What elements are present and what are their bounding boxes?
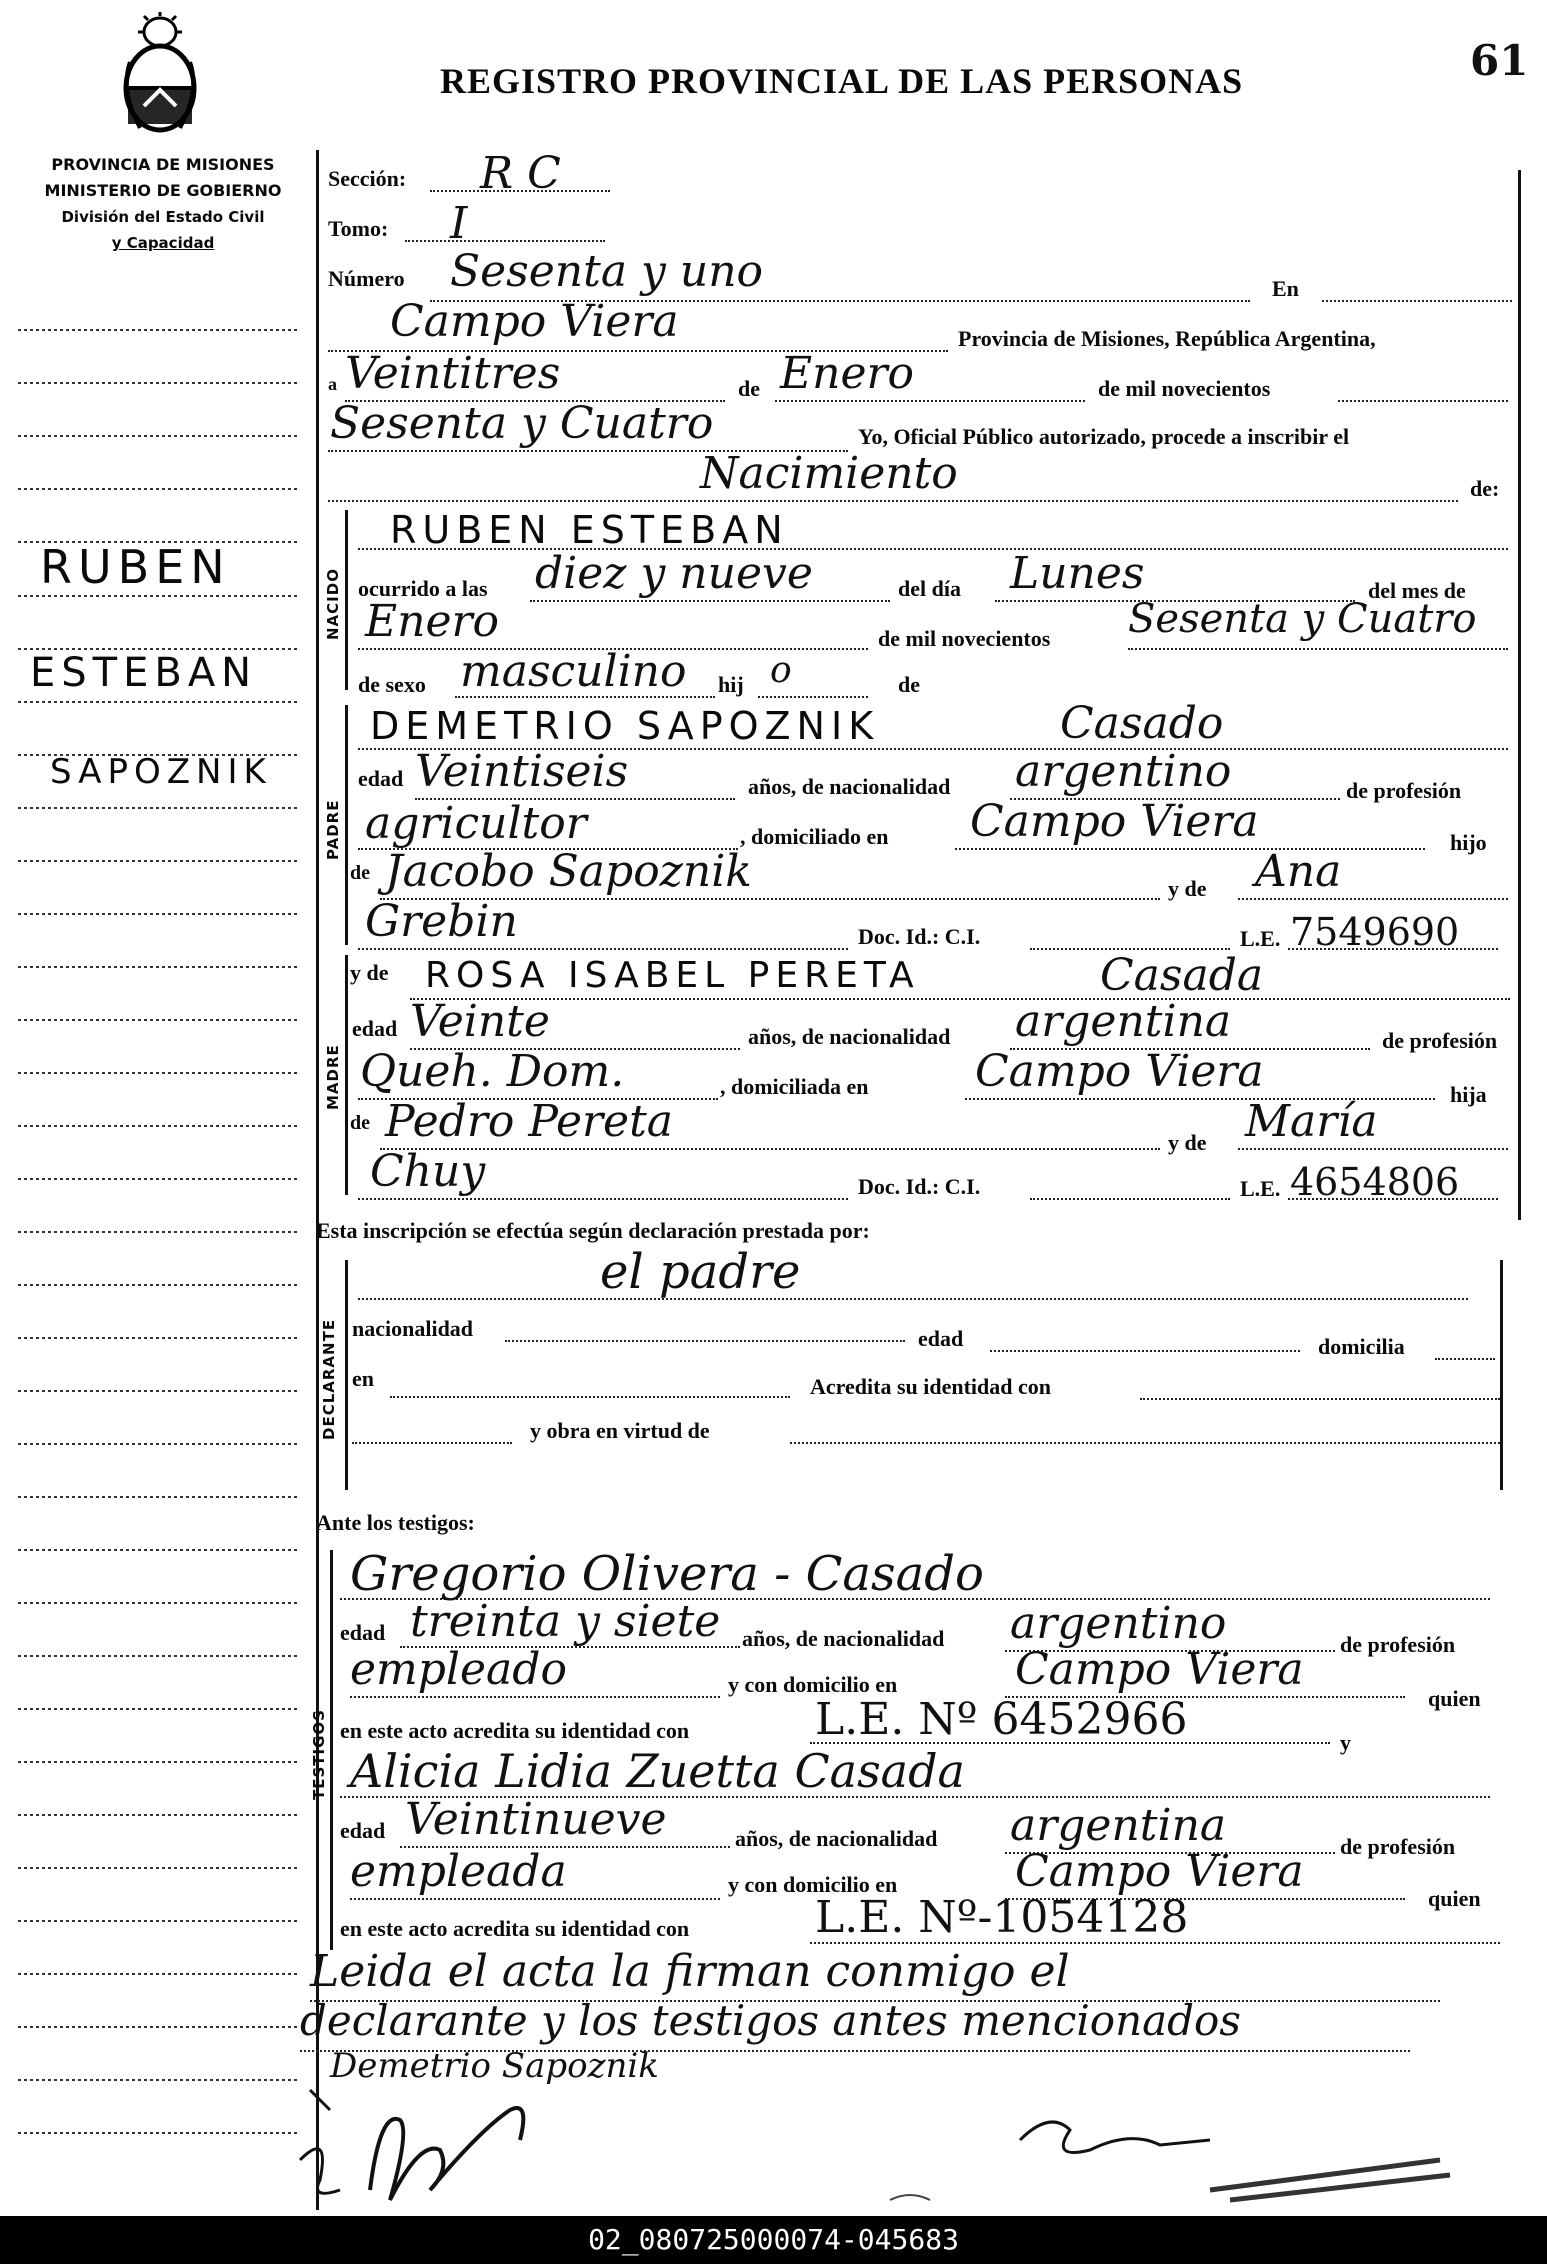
value-padre-dom: Campo Viera xyxy=(970,796,1259,847)
value-madre-nombre: ROSA ISABEL PERETA xyxy=(425,955,920,996)
value-t2-nac: argentina xyxy=(1010,1800,1227,1851)
value-madre-padre: Pedro Pereta xyxy=(385,1096,673,1147)
label-madre-edad: edad xyxy=(352,1016,398,1041)
label-padre-anos: años, de nacionalidad xyxy=(748,774,951,799)
value-t1-doc: L.E. Nº 6452966 xyxy=(815,1694,1188,1745)
label-de-mes: de xyxy=(738,376,760,401)
value-cierre2: declarante y los testigos antes mencionados xyxy=(300,1996,1241,2045)
value-padre-nombre: DEMETRIO SAPOZNIK xyxy=(370,704,880,748)
label-a: a xyxy=(328,374,337,394)
label-numero: Número xyxy=(328,266,405,291)
label-domiciliado: , domiciliado en xyxy=(740,824,889,849)
value-mes: Enero xyxy=(780,348,915,399)
line-decl-en xyxy=(390,1396,790,1398)
value-anio: Sesenta y Cuatro xyxy=(330,398,714,449)
label-de-padre: de xyxy=(898,672,920,697)
label-t1-domicilio: y con domicilio en xyxy=(728,1672,898,1697)
label-t1-profesion: de profesión xyxy=(1340,1632,1456,1657)
line-t1-prof xyxy=(350,1696,720,1698)
value-padre-edad: Veintiseis xyxy=(415,746,629,797)
value-acto: Nacimiento xyxy=(700,448,958,499)
label-padre-edad: edad xyxy=(358,766,404,791)
value-padre-madre1: Ana xyxy=(1255,846,1342,897)
line-tomo xyxy=(405,240,605,242)
value-dia-nac: Lunes xyxy=(1010,548,1145,599)
value-padre-nac: argentino xyxy=(1015,746,1232,797)
value-t2-doc: L.E. Nº-1054128 xyxy=(815,1892,1189,1943)
label-de-mil2: de mil novecientos xyxy=(878,626,1051,651)
section-label-madre: MADRE xyxy=(324,1044,342,1110)
label-acredita: Acredita su identidad con xyxy=(810,1374,1052,1399)
value-nombre: RUBEN ESTEBAN xyxy=(390,508,789,552)
line-madre-madre2 xyxy=(358,1198,848,1200)
label-madre-profesion: de profesión xyxy=(1382,1028,1498,1053)
document-id-footer: 02_080725000074-045683 xyxy=(0,2216,1547,2264)
label-t2-anos: años, de nacionalidad xyxy=(735,1826,938,1851)
line-madre-ci xyxy=(1030,1198,1230,1200)
value-t2-edad: Veintinueve xyxy=(405,1794,667,1845)
line-anio-nac xyxy=(1128,648,1508,650)
label-del-dia: del día xyxy=(898,576,961,601)
frame-right-lower xyxy=(1500,1260,1503,1490)
label-domiciliada: , domiciliada en xyxy=(720,1074,869,1099)
label-padre-profesion: de profesión xyxy=(1346,778,1462,803)
madre-bracket xyxy=(345,955,348,1195)
page-number: 61 xyxy=(1470,36,1529,85)
value-madre-dom: Campo Viera xyxy=(975,1046,1264,1097)
value-numero: Sesenta y uno xyxy=(450,246,764,297)
line-decl-nac xyxy=(505,1340,905,1342)
label-t1-en-este: en este acto acredita su identidad con xyxy=(340,1718,690,1743)
label-le-padre: L.E. xyxy=(1240,926,1281,951)
label-hija: hija xyxy=(1450,1082,1487,1107)
value-madre-edad: Veinte xyxy=(410,996,550,1047)
label-sexo: de sexo xyxy=(358,672,426,697)
line-padre-madre1 xyxy=(1238,898,1508,900)
label-t2-en-este: en este acto acredita su identidad con xyxy=(340,1916,690,1941)
line-padre-madre2 xyxy=(358,948,848,950)
label-seccion: Sección: xyxy=(328,166,407,191)
label-obra: y obra en virtud de xyxy=(530,1418,710,1443)
line-acto xyxy=(328,500,1458,502)
value-madre-nac: argentina xyxy=(1015,996,1232,1047)
label-t1-edad: edad xyxy=(340,1620,386,1645)
signature-scribbles xyxy=(290,2050,1470,2216)
label-del-mes: del mes de xyxy=(1368,578,1466,603)
label-tomo: Tomo: xyxy=(328,216,389,241)
line-madre-madre1 xyxy=(1238,1148,1508,1150)
document-title: REGISTRO PROVINCIAL DE LAS PERSONAS xyxy=(440,61,1244,101)
section-label-nacido: NACIDO xyxy=(324,568,342,640)
label-ante-testigos: Ante los testigos: xyxy=(316,1510,475,1535)
value-seccion: R C xyxy=(480,148,561,199)
line-mes xyxy=(775,400,1085,402)
value-padre-madre2: Grebin xyxy=(365,896,518,947)
value-testigo1: Gregorio Olivera - Casado xyxy=(350,1546,984,1602)
label-decl-domicilia: domicilia xyxy=(1318,1334,1405,1359)
testigos-bracket xyxy=(330,1550,333,1950)
label-t2-edad: edad xyxy=(340,1818,386,1843)
label-y-de-abuela-m: y de xyxy=(1168,1130,1207,1155)
signature-declarante: Demetrio Sapoznik xyxy=(330,2046,659,2086)
label-de-abuelo-m: de xyxy=(350,1112,370,1134)
label-decl-nacionalidad: nacionalidad xyxy=(352,1316,474,1341)
value-t1-nac: argentino xyxy=(1010,1598,1227,1649)
declarante-bracket xyxy=(345,1260,348,1490)
label-t2-quien: quien xyxy=(1428,1886,1481,1911)
value-sexo: masculino xyxy=(460,646,687,697)
value-anio-nac: Sesenta y Cuatro xyxy=(1128,596,1477,642)
line-madre-padre xyxy=(380,1148,1160,1150)
value-t1-dom: Campo Viera xyxy=(1015,1644,1304,1695)
section-label-padre: PADRE xyxy=(324,799,342,860)
label-de-colon: de: xyxy=(1470,476,1500,501)
label-madre-anos: años, de nacionalidad xyxy=(748,1024,951,1049)
value-madre-madre1: María xyxy=(1245,1096,1378,1147)
office-line: y Capacidad xyxy=(111,234,215,252)
value-cierre1: Leida el acta la firman conmigo el xyxy=(310,1946,1070,1997)
label-t1-quien: quien xyxy=(1428,1686,1481,1711)
padre-bracket xyxy=(345,705,348,945)
frame-left xyxy=(316,150,319,2210)
line-decl-dom xyxy=(1435,1358,1495,1360)
line-en xyxy=(1322,300,1512,302)
label-y-de-madre: y de xyxy=(350,960,389,985)
value-hora: diez y nueve xyxy=(535,548,813,599)
value-dia: Veintitres xyxy=(345,348,561,399)
line-t2-prof xyxy=(350,1898,720,1900)
label-hijo: hijo xyxy=(1450,830,1487,855)
label-t1-y: y xyxy=(1340,1730,1351,1755)
label-doc-padre: Doc. Id.: C.I. xyxy=(858,924,981,949)
label-en: En xyxy=(1272,276,1299,301)
section-label-declarante: DECLARANTE xyxy=(320,1318,338,1440)
label-le-madre: L.E. xyxy=(1240,1176,1281,1201)
value-madre-madre2: Chuy xyxy=(370,1146,486,1197)
line-obra xyxy=(790,1442,1500,1444)
margin-name: ESTEBAN xyxy=(30,650,258,696)
value-padre-le: 7549690 xyxy=(1290,910,1460,954)
office-line: MINISTERIO DE GOBIERNO xyxy=(44,181,282,200)
value-madre-estado: Casada xyxy=(1100,950,1264,1001)
margin-ruled-lines xyxy=(0,0,310,2216)
label-de-mil: de mil novecientos xyxy=(1098,376,1271,401)
label-hij: hij xyxy=(718,672,744,697)
label-t2-domicilio: y con domicilio en xyxy=(728,1872,898,1897)
value-padre-estado: Casado xyxy=(1060,698,1224,749)
line-obra-pre xyxy=(352,1442,512,1444)
label-t2-profesion: de profesión xyxy=(1340,1834,1456,1859)
value-madre-le: 4654806 xyxy=(1290,1160,1460,1204)
line-declarante xyxy=(358,1298,1468,1300)
value-testigo2: Alicia Lidia Zuetta Casada xyxy=(350,1744,965,1798)
value-padre-prof: agricultor xyxy=(365,798,587,849)
line-hora xyxy=(530,600,890,602)
value-lugar: Campo Viera xyxy=(390,296,679,347)
label-doc-madre: Doc. Id.: C.I. xyxy=(858,1174,981,1199)
office-line: PROVINCIA DE MISIONES xyxy=(51,155,275,174)
label-provincia: Provincia de Misiones, República Argentina, xyxy=(958,326,1376,351)
value-padre-padre: Jacobo Sapoznik xyxy=(385,846,752,897)
label-decl-edad: edad xyxy=(918,1326,964,1351)
label-yo-oficial: Yo, Oficial Público autorizado, procede a inscribir el xyxy=(858,424,1350,449)
margin-name: RUBEN xyxy=(40,540,231,594)
nacido-bracket xyxy=(345,510,348,690)
line-madre-nombre xyxy=(410,998,1510,1000)
value-t1-edad: treinta y siete xyxy=(410,1596,721,1647)
value-hij: o xyxy=(770,650,792,691)
label-decl-en: en xyxy=(352,1366,374,1391)
line-acredita xyxy=(1140,1398,1500,1400)
value-tomo: I xyxy=(450,198,468,249)
label-ocurrido: ocurrido a las xyxy=(358,576,488,601)
label-t1-anos: años, de nacionalidad xyxy=(742,1626,945,1651)
value-t1-prof: empleado xyxy=(350,1644,567,1695)
frame-right xyxy=(1518,170,1521,1220)
line-hij xyxy=(758,696,868,698)
line-padre-dom xyxy=(955,848,1425,850)
value-t2-dom: Campo Viera xyxy=(1015,1846,1304,1897)
line-decl-edad xyxy=(990,1350,1300,1352)
section-label-testigos: TESTIGOS xyxy=(310,1709,328,1800)
label-de-abuelo: de xyxy=(350,862,370,884)
label-inscripcion: Esta inscripción se efectúa según declaración prestada por: xyxy=(316,1218,870,1243)
margin-name: SAPOZNIK xyxy=(50,752,272,792)
value-madre-prof: Queh. Dom. xyxy=(360,1046,625,1097)
value-t2-prof: empleada xyxy=(350,1846,567,1897)
label-y-de-padre: y de xyxy=(1168,876,1207,901)
line-anio-top xyxy=(1338,400,1508,402)
office-line: División del Estado Civil xyxy=(61,208,265,226)
value-declarante: el padre xyxy=(600,1244,801,1300)
value-mes-nac: Enero xyxy=(365,596,500,647)
